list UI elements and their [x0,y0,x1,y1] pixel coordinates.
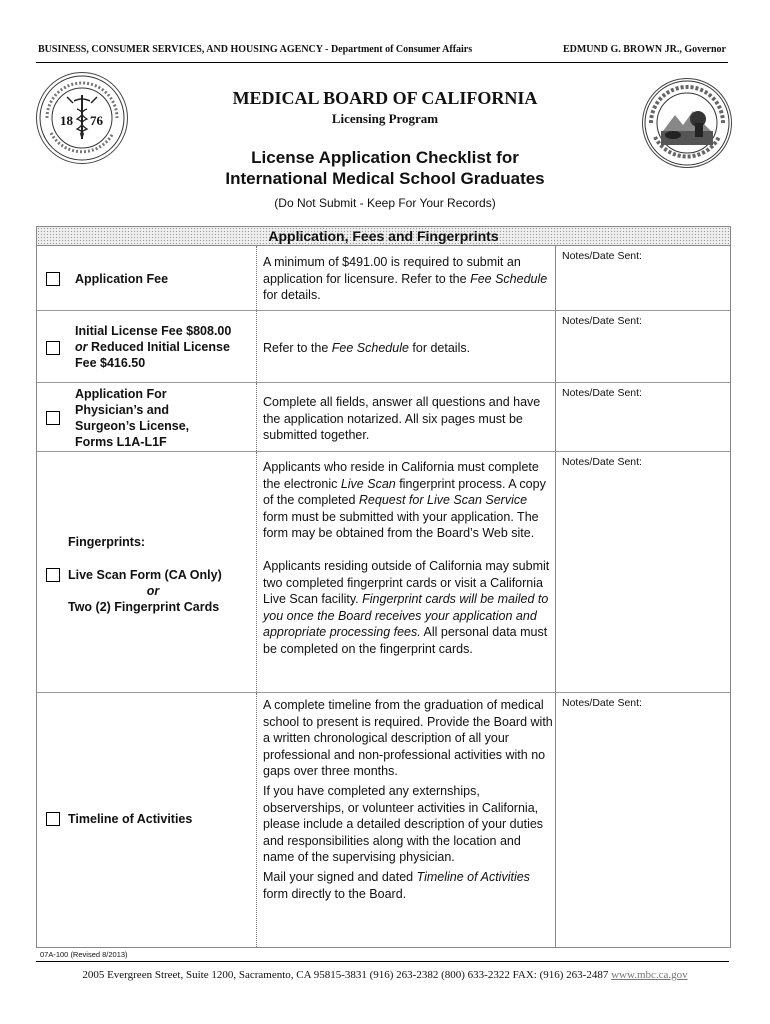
timeline-checkbox[interactable] [46,812,60,826]
checklist-row-application-form [37,383,730,452]
application-form-checkbox[interactable] [46,411,60,425]
checklist-row-timeline [37,693,730,947]
notes-date-sent-label: Notes/Date Sent: [562,697,642,709]
notes-date-sent-label: Notes/Date Sent: [562,250,642,262]
agency-name: BUSINESS, CONSUMER SERVICES, AND HOUSING AGENCY - Department of Consumer Affairs [38,44,473,55]
form-id: 07A-100 (Revised 8/2013) [40,950,128,959]
application-form-description: Complete all fields, answer all questions and have the application notarized. All six pages must be submitted together. [263,395,541,443]
section-header [37,227,730,246]
fingerprints-description: Applicants who reside in California must complete the electronic Live Scan fingerprint process. A copy of the completed Request for Live Scan Service form must be submitted with your application. The form may be obtained from the Board’s Web site. Applicants residing outside of California may submit two completed fingerprint cards or visit a California Live Scan facility. Fingerprint cards will be mailed to you once the Board receives your application and appropriate processing fees. All personal data must be completed on the fingerprint cards. [263,460,550,656]
seal-year-end: 76 [90,113,103,128]
document-subtitle: (Do Not Submit - Keep For Your Records) [274,196,496,210]
timeline-label: Timeline of Activities [68,812,193,826]
board-name: MEDICAL BOARD OF CALIFORNIA [232,88,538,108]
footer-divider [36,961,729,962]
notes-date-sent-label: Notes/Date Sent: [562,387,642,399]
application-fee-checkbox[interactable] [46,272,60,286]
document-title-line1: License Application Checklist for [251,148,519,167]
initial-license-fee-checkbox[interactable] [46,341,60,355]
website-link[interactable]: www.mbc.ca.gov [611,969,688,981]
checklist-row-fingerprints [37,452,730,693]
document-title-line2: International Medical School Graduates [225,169,545,188]
fingerprints-checkbox[interactable] [46,568,60,582]
fingerprints-heading: Fingerprints: [68,535,146,549]
program-name: Licensing Program [331,111,439,126]
checklist-row-application-fee [37,246,730,311]
governor-name: EDMUND G. BROWN JR., Governor [562,44,726,55]
initial-license-fee-description: Refer to the Fee Schedule for details. [263,341,471,355]
application-fee-label: Application Fee [75,272,169,286]
section-title: Application, Fees and Fingerprints [268,228,499,244]
application-fee-description: A minimum of $491.00 is required to submit an application for licensure. Refer to the Fee Schedule for details. [263,255,548,303]
checklist-table [36,226,731,948]
application-form-label: Application For Physician’s and Surgeon’s License, Forms L1A-L1F [75,387,190,449]
notes-date-sent-label: Notes/Date Sent: [562,456,642,468]
agency-header [36,40,728,63]
notes-date-sent-label: Notes/Date Sent: [562,315,642,327]
initial-license-fee-label: Initial License Fee $808.00 or Reduced Initial License Fee $416.50 [75,324,232,370]
footer-address: 2005 Evergreen Street, Suite 1200, Sacramento, CA 95815-3831 (916) 263-2382 (800) 633-2322 FAX: (916) 263-2487 www.mbc.ca.gov [82,969,688,981]
timeline-description: A complete timeline from the graduation of medical school to present is required. Provide the Board with a written chronological description of all your professional and non-professional activities with no gaps over three months. If you have completed any externships, observerships, or volunteer activities in California, please include a detailed description of your duties and responsibilities along with the location and name of the supervising physician. Mail your signed and dated Timeline of Activities form directly to the Board. [263,698,553,901]
checklist-row-initial-license-fee [37,311,730,383]
fingerprints-label: Live Scan Form (CA Only) or Two (2) Fingerprint Cards [68,568,222,614]
seal-year-start: 18 [60,113,73,128]
